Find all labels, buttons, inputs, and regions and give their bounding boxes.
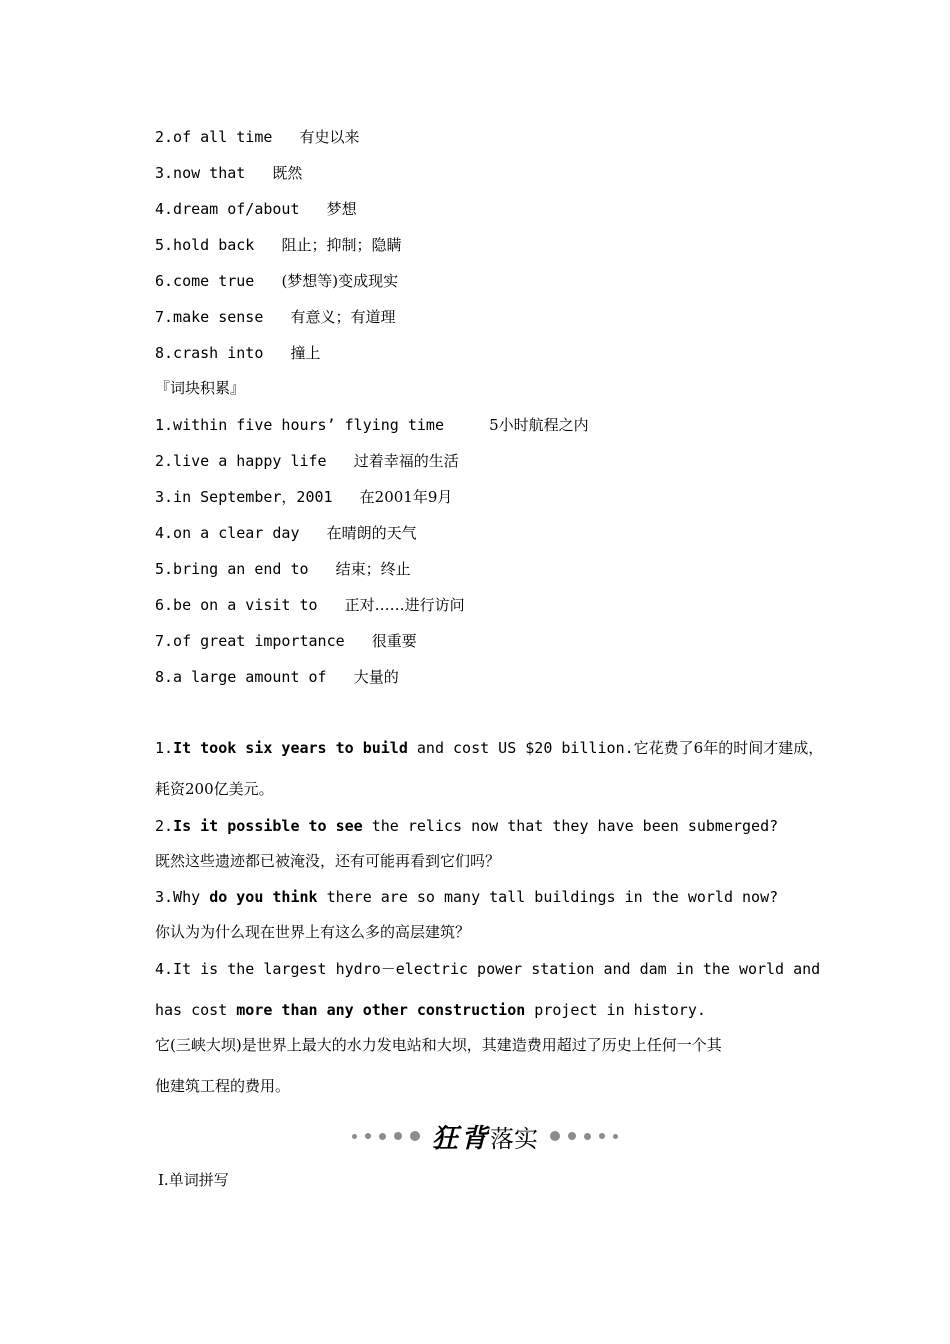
phrase-item xyxy=(155,127,360,147)
phrase-item xyxy=(155,199,357,219)
sentence-rest: and cost US $20 billion. xyxy=(407,739,634,757)
chunk-item xyxy=(155,451,459,471)
banner-text: 落实 xyxy=(490,1124,538,1153)
banner-dot-icon xyxy=(599,1133,605,1139)
sentence-pre: 3.Why xyxy=(155,888,210,906)
sentence-rest: the relics now that they have been submerged? xyxy=(362,817,779,835)
sentence-translation: 它花费了6年的时间才建成， xyxy=(633,739,824,757)
chunk-cn: 在2001年9月 xyxy=(359,488,453,506)
phrase-item xyxy=(155,307,395,327)
chunk-cn: 正对……进行访问 xyxy=(344,596,465,614)
phrase-cn: 有意义；有道理 xyxy=(290,308,396,326)
sentence-key-pattern: do you think xyxy=(209,888,318,906)
phrase-item xyxy=(155,163,302,183)
banner-title xyxy=(432,1118,538,1155)
chunk-cn: 5小时航程之内 xyxy=(489,416,589,434)
chunk-cn: 结束；终止 xyxy=(335,560,411,578)
chunk-en: 3.in September，2001 xyxy=(155,488,333,506)
phrase-cn: 阻止；抑制；隐瞒 xyxy=(281,236,402,254)
chunk-cn: 很重要 xyxy=(371,632,417,650)
phrase-en: 4.dream of/about xyxy=(155,200,300,218)
chunk-item xyxy=(155,487,452,507)
chunk-cn: 过着幸福的生活 xyxy=(353,452,459,470)
chunk-en: 4.on a clear day xyxy=(155,524,300,542)
sentence-number: 2. xyxy=(155,817,174,835)
chunk-en: 1.within five hours’ flying time xyxy=(155,416,444,434)
chunk-item xyxy=(155,415,589,435)
sentence-key-pattern: It took six years to build xyxy=(173,739,408,757)
sentence-pre: has cost xyxy=(155,1001,237,1019)
phrase-cn: 既然 xyxy=(272,164,303,182)
phrase-item xyxy=(155,271,398,291)
phrase-item xyxy=(155,343,320,363)
sentence-4-line-2 xyxy=(155,1000,706,1020)
banner-dot-icon xyxy=(379,1133,386,1140)
chunk-cn: 在晴朗的天气 xyxy=(326,524,417,542)
phrase-cn: (梦想等)变成现实 xyxy=(281,272,399,290)
phrase-item xyxy=(155,235,401,255)
banner-dot-icon xyxy=(410,1131,420,1141)
section-banner xyxy=(340,1116,630,1156)
chunk-en: 2.live a happy life xyxy=(155,452,327,470)
sentence-key-pattern: Is it possible to see xyxy=(173,817,363,835)
banner-bold-text: 狂背 xyxy=(431,1123,490,1154)
phrase-en: 5.hold back xyxy=(155,236,255,254)
chunk-en: 5.bring an end to xyxy=(155,560,309,578)
chunk-en: 7.of great importance xyxy=(155,632,345,650)
phrase-en: 7.make sense xyxy=(155,308,264,326)
chunk-cn: 大量的 xyxy=(353,668,399,686)
banner-dot-icon xyxy=(550,1131,560,1141)
sentence-2 xyxy=(155,816,778,836)
sentence-rest: project in history. xyxy=(525,1001,706,1019)
sentence-number: 1. xyxy=(155,739,174,757)
sentence-1 xyxy=(155,738,823,758)
phrase-en: 2.of all time xyxy=(155,128,273,146)
section-heading: Ⅰ.单词拼写 xyxy=(158,1171,229,1189)
sentence-key-pattern: more than any other construction xyxy=(236,1001,526,1019)
banner-dot-icon xyxy=(584,1133,591,1140)
chunk-item xyxy=(155,559,411,579)
chunk-en: 6.be on a visit to xyxy=(155,596,318,614)
sentence-4-translation-cont: 他建筑工程的费用。 xyxy=(155,1077,291,1095)
banner-dot-icon xyxy=(365,1133,371,1139)
sentence-2-translation: 既然这些遗迹都已被淹没，还有可能再看到它们吗？ xyxy=(155,852,501,870)
sentence-4-translation: 它(三峡大坝)是世界上最大的水力发电站和大坝，其建造费用超过了历史上任何一个其 xyxy=(155,1036,722,1054)
phrase-en: 8.crash into xyxy=(155,344,264,362)
sentence-rest: there are so many tall buildings in the world now? xyxy=(317,888,779,906)
sentence-3 xyxy=(155,887,778,907)
sentence-4-line-1: 4.It is the largest hydro－electric power station and dam in the world and xyxy=(155,960,821,978)
banner-dot-icon xyxy=(568,1132,576,1140)
chunk-heading: 『词块积累』 xyxy=(155,379,246,397)
chunk-item xyxy=(155,595,465,615)
phrase-cn: 撞上 xyxy=(290,344,321,362)
chunk-item xyxy=(155,667,399,687)
phrase-en: 3.now that xyxy=(155,164,246,182)
sentence-1-translation-cont: 耗资200亿美元。 xyxy=(155,780,274,798)
chunk-item xyxy=(155,523,417,543)
sentence-3-translation: 你认为为什么现在世界上有这么多的高层建筑？ xyxy=(155,923,471,941)
banner-dot-icon xyxy=(394,1132,402,1140)
phrase-en: 6.come true xyxy=(155,272,255,290)
phrase-cn: 有史以来 xyxy=(299,128,360,146)
chunk-en: 8.a large amount of xyxy=(155,668,327,686)
banner-dot-icon xyxy=(352,1134,357,1139)
banner-dot-icon xyxy=(613,1134,618,1139)
phrase-cn: 梦想 xyxy=(326,200,357,218)
chunk-item xyxy=(155,631,417,651)
